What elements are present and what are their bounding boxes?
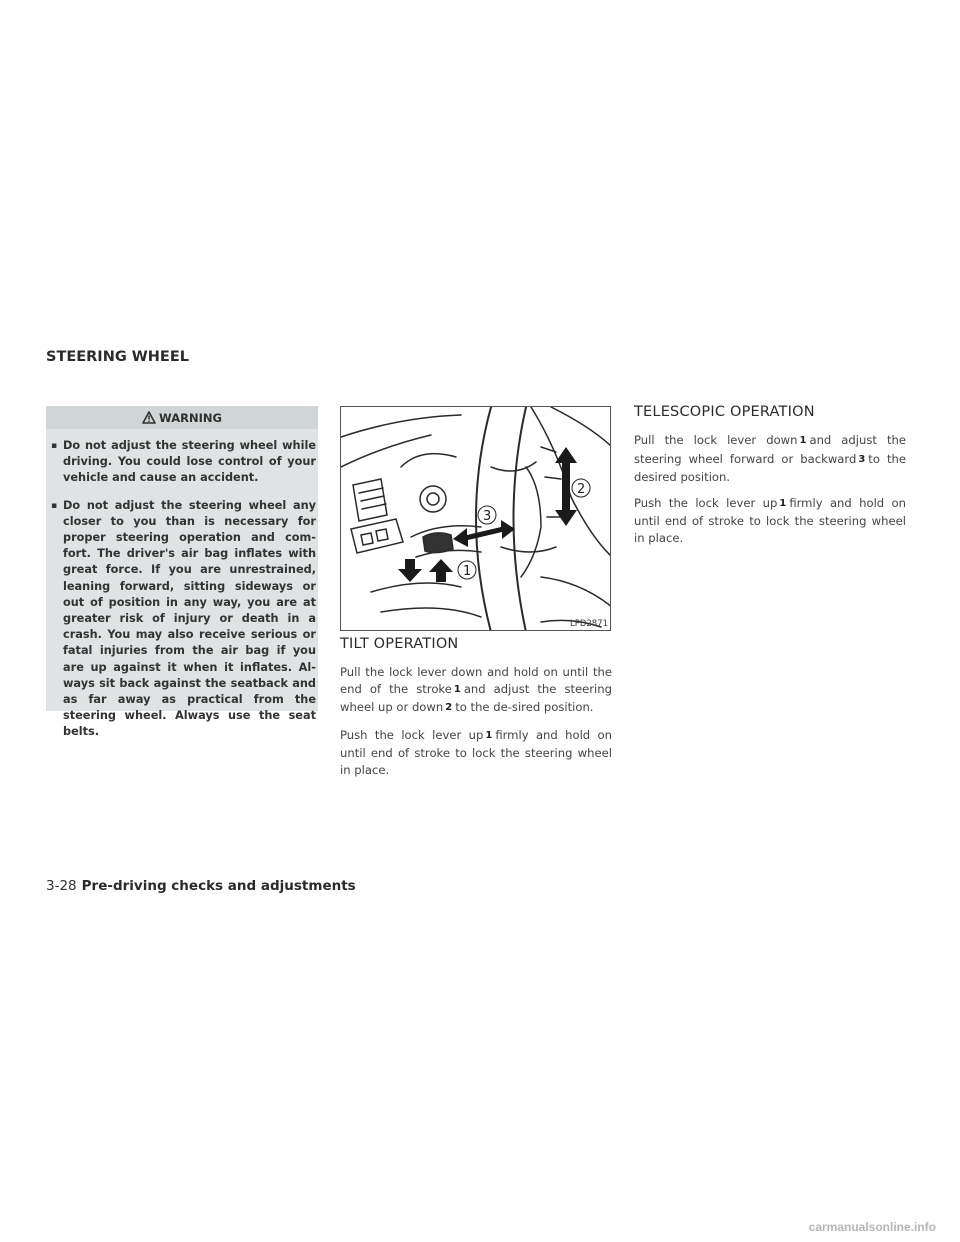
telescopic-operation-section — [634, 404, 906, 555]
callout-number: 1 — [799, 435, 807, 446]
figure-code: LPD2871 — [569, 619, 608, 629]
watermark: carmanualsonline.info — [808, 1220, 936, 1234]
tilt-paragraph-1: Pull the lock lever down and hold on until the end of the stroke 1 and adjust the steering wheel up or down 2 to the de-sired position. — [340, 664, 612, 718]
telescopic-heading: TELESCOPIC OPERATION — [634, 404, 815, 420]
warning-item: ▪ Do not adjust the steering wheel while driving. You could lose control of your vehicle and cause an accident. — [46, 438, 318, 487]
warning-header — [46, 406, 318, 429]
tilt-operation-section — [340, 636, 612, 787]
warning-title: WARNING — [159, 410, 222, 425]
tilt-heading: TILT OPERATION — [340, 636, 459, 652]
callout-number: 1 — [485, 729, 493, 741]
warning-list — [46, 429, 318, 741]
chapter-title: Pre-driving checks and adjustments — [81, 878, 356, 894]
steering-wheel-illustration — [340, 406, 611, 631]
figure-label: 3 — [483, 509, 492, 524]
page-footer — [46, 878, 356, 894]
callout-number: 3 — [858, 453, 866, 465]
section-title: STEERING WHEEL — [46, 349, 189, 365]
callout-number: 2 — [445, 702, 453, 713]
figure-label: 2 — [577, 482, 586, 497]
telescopic-paragraph-1: Pull the lock lever down 1 and adjust the steering wheel forward or backward 3 to the desired position. — [634, 433, 906, 484]
figure-label: 1 — [463, 564, 472, 579]
tilt-paragraph-2: Push the lock lever up 1 firmly and hold on until end of stroke to lock the steering wheel in place. — [340, 727, 612, 777]
steering-column-drawing — [341, 407, 611, 631]
page-number: 3-28 — [46, 878, 77, 894]
telescopic-paragraph-2: Push the lock lever up 1 firmly and hold on until end of stroke to lock the steering wheel in place. — [634, 495, 906, 545]
callout-number: 1 — [779, 497, 787, 509]
callout-number: 1 — [453, 683, 461, 695]
warning-box — [46, 406, 318, 739]
warning-triangle-icon — [142, 411, 156, 424]
warning-item: ▪ Do not adjust the steering wheel any closer to you than is necessary for proper steering operation and com-fort. The driver's air bag inflates with great force. If you are unrestrained, leaning forward, sitting sideways or out of position in any way, you are at greater risk of injury or death in a crash. You may also receive serious or fatal injuries from the air bag if you are up against it when it inflates. Al-ways sit back against the seatback and as far away as practical from the steering wheel. Always use the seat belts. — [46, 498, 318, 741]
